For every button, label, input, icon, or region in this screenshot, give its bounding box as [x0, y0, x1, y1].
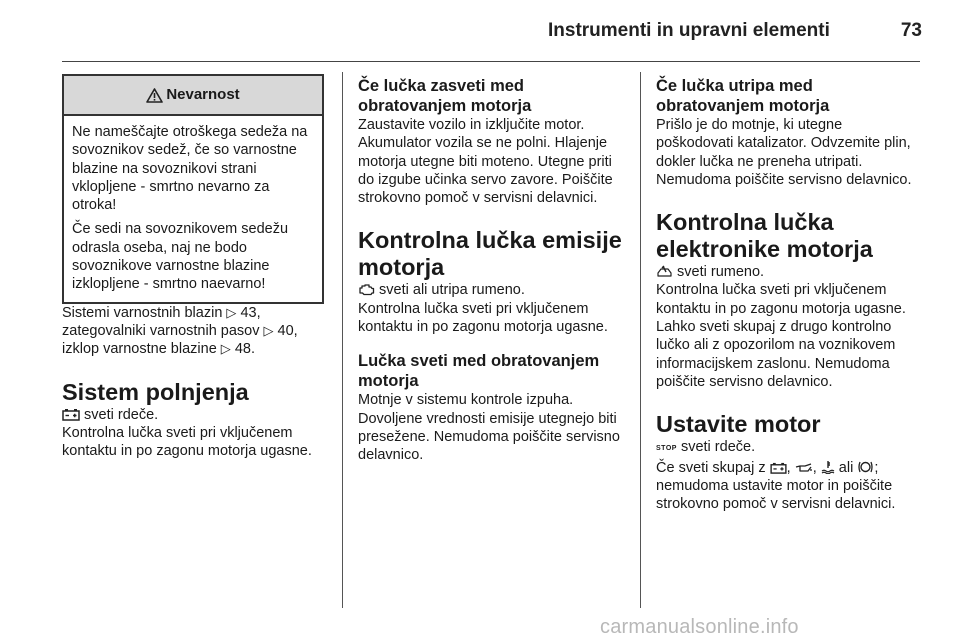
cross-reference-paragraph: [62, 304, 324, 359]
indicator-status: [656, 263, 922, 281]
indicator-status: [358, 281, 628, 299]
column-divider-2: [640, 72, 641, 608]
warning-box: [62, 74, 324, 304]
warning-triangle-icon: [146, 88, 163, 103]
battery-icon: [62, 408, 80, 421]
page-number: 73: [900, 20, 922, 41]
body-paragraph: [656, 459, 922, 514]
page-header-title: Instrumenti in upravni elementi: [548, 20, 830, 41]
ref-text: Sistemi varnostnih blazin: [62, 304, 223, 321]
warning-body: [64, 116, 322, 302]
body-paragraph: Lahko sveti skupaj z drugo kontrolno lučko ali z opozorilom na voznikovem informacijskem zaslonu. Nemudoma poiščite servisno delavnico.: [656, 319, 896, 390]
subsection-heading: Če lučka zasveti med obratovanjem motorja: [358, 77, 532, 115]
status-text: sveti rdeče.: [84, 406, 159, 423]
punctuation: ;: [874, 459, 879, 476]
indicator-status: [656, 438, 922, 458]
header-rule: [62, 61, 920, 62]
body-paragraph: Zaustavite vozilo in izključite motor. Akumulator vozila se ne polni. Hlajenje motorja utegne biti moteno. Utegne priti do izgube učinka servo zavore. Poiščite strokovno pomoč v servisni delavnici.: [358, 117, 613, 207]
page-ref-arrow-icon: ▷: [263, 322, 274, 338]
punctuation: ,: [812, 459, 817, 476]
punctuation: ,: [786, 459, 791, 476]
body-paragraph: Prišlo je do motnje, ki utegne poškodovati katalizator. Odvzemite plin, dokler lučka ne preneha utripati. Nemudoma poiščite servisno delavnico.: [656, 117, 912, 188]
battery-icon: [770, 462, 787, 474]
section-heading: Sistem polnjenja: [62, 378, 249, 405]
page-ref-arrow-icon: ▷: [220, 341, 231, 357]
status-text: sveti rdeče.: [680, 439, 756, 456]
warning-paragraph: Ne nameščajte otroškega sedeža na sovoznikov sedež, če so varnostne blazine na sovoznikovi strani vklopljene - smrtno nevarno za otroka!: [72, 124, 308, 214]
warning-header: [64, 76, 322, 116]
column-2: [358, 77, 628, 465]
brake-warning-icon: [857, 460, 874, 474]
ref-text: zategovalniki varnostnih pasov: [62, 322, 260, 339]
section-heading: Kontrolna lučka emisije motorja: [358, 227, 622, 281]
section-heading: Kontrolna lučka elektronike motorja: [656, 209, 873, 263]
warning-paragraph: Če sedi na sovoznikovem sedežu odrasla oseba, naj ne bodo sovoznikove varnostne blazine izklopljene - smrtno naevarno!: [72, 221, 289, 293]
subsection-heading: Lučka sveti med obratovanjem motorja: [358, 352, 600, 390]
body-paragraph: Kontrolna lučka sveti pri vključenem kontaktu in po zagonu motorja ugasne.: [358, 300, 608, 336]
body-paragraph: Kontrolna lučka sveti pri vključenem kontaktu in po zagonu motorja ugasne.: [656, 282, 906, 317]
stop-icon: STOP: [656, 445, 677, 453]
coolant-temperature-icon: [821, 460, 835, 474]
page-ref-link[interactable]: 48.: [234, 341, 255, 358]
subsection-heading: Če lučka utripa med obratovanjem motorja: [656, 77, 830, 115]
column-3: [656, 77, 922, 513]
oil-pressure-icon: [795, 463, 813, 474]
status-text: sveti ali utripa rumeno.: [379, 282, 525, 299]
body-text: nemudoma ustavite motor in poiščite strokovno pomoč v servisni delavnici.: [656, 477, 896, 513]
body-paragraph: Motnje v sistemu kontrole izpuha. Dovoljene vrednosti emisije utegnejo biti presežene. Nemudoma poiščite servisno delavnico.: [358, 392, 620, 464]
body-paragraph: Kontrolna lučka sveti pri vključenem kontaktu in po zagonu motorja ugasne.: [62, 424, 312, 460]
body-text: Če sveti skupaj z: [656, 459, 766, 476]
section-heading: Ustavite motor: [656, 411, 821, 438]
warning-title: Nevarnost: [166, 85, 240, 103]
indicator-status: [62, 406, 324, 424]
wrench-car-icon: [656, 265, 673, 278]
column-1: [62, 74, 324, 460]
ref-text: izklop varnostne blazine: [62, 341, 217, 358]
column-divider-1: [342, 72, 343, 608]
page-ref-link[interactable]: 43,: [240, 304, 261, 321]
watermark: carmanualsonline.info: [600, 616, 799, 638]
engine-icon: [358, 283, 375, 296]
page-ref-link[interactable]: 40,: [277, 322, 298, 339]
page-ref-arrow-icon: ▷: [226, 304, 237, 320]
status-text: sveti rumeno.: [677, 264, 765, 281]
body-text: ali: [838, 459, 854, 476]
